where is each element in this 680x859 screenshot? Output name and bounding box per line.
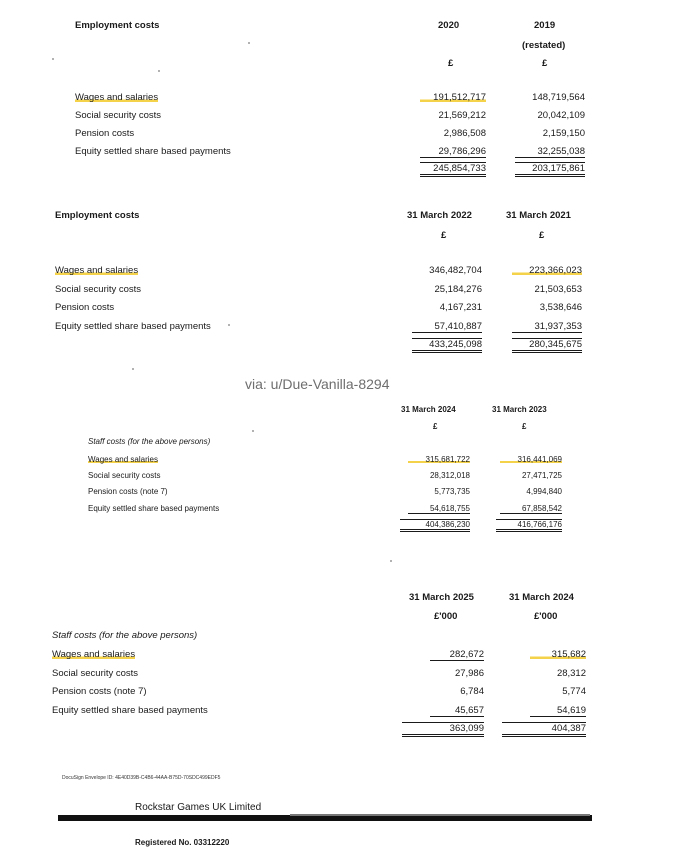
- column-header-march-2021: 31 March 2021: [506, 210, 571, 221]
- currency-unit: £: [539, 230, 545, 241]
- column-header-march-2024: 31 March 2024: [401, 405, 456, 414]
- cell-value: 5,773,735: [434, 487, 470, 496]
- cell-value: 27,471,725: [521, 471, 562, 480]
- total-value: 416,766,176: [496, 519, 562, 532]
- row-label-wages: Wages and salaries: [88, 455, 158, 464]
- total-value: 433,245,098: [412, 338, 482, 353]
- column-header-2020: 2020: [438, 20, 460, 31]
- scan-speck: [132, 368, 134, 370]
- total-value: 404,386,230: [400, 519, 470, 532]
- row-label-social-security: Social security costs: [88, 471, 161, 480]
- cell-value: 57,410,887: [412, 321, 482, 333]
- column-header-march-2022: 31 March 2022: [407, 210, 472, 221]
- row-label-wages: Wages and salaries: [75, 92, 159, 103]
- cell-value: 282,672: [430, 649, 484, 661]
- docusign-envelope-id: DocuSign Envelope ID: 4E40D39B-C4B6-44AA-B75D-70SDC499EDF5: [62, 775, 221, 781]
- cell-value: 21,569,212: [438, 110, 486, 121]
- row-label-pension: Pension costs: [75, 128, 135, 139]
- cell-value: 2,159,150: [542, 128, 585, 139]
- total-value: 404,387: [502, 722, 586, 737]
- row-label-social-security: Social security costs: [55, 284, 142, 295]
- row-label-pension: Pension costs (note 7): [52, 686, 147, 697]
- row-label-equity: Equity settled share based payments: [55, 321, 211, 332]
- cell-value: 315,682: [530, 649, 586, 660]
- scan-speck: [252, 430, 254, 432]
- cell-value: 4,994,840: [526, 487, 562, 496]
- row-label-pension: Pension costs (note 7): [88, 487, 168, 496]
- currency-unit: £: [441, 230, 447, 241]
- scan-speck: [228, 324, 230, 326]
- restated-note: (restated): [522, 40, 566, 51]
- row-label-pension: Pension costs: [55, 302, 115, 313]
- cell-value: 45,657: [430, 705, 484, 717]
- staff-costs-subtitle: Staff costs (for the above persons): [88, 437, 211, 446]
- footer-rule-faint: [290, 814, 590, 816]
- section-title: Employment costs: [75, 20, 160, 31]
- cell-value: 346,482,704: [429, 265, 482, 276]
- cell-value: 67,858,542: [500, 504, 562, 514]
- scan-speck: [248, 42, 250, 44]
- cell-value: 315,681,722: [408, 455, 470, 464]
- company-name: Rockstar Games UK Limited: [135, 802, 262, 813]
- cell-value: 4,167,231: [439, 302, 482, 313]
- row-label-equity: Equity settled share based payments: [52, 705, 208, 716]
- cell-value: 29,786,296: [420, 146, 486, 158]
- cell-value: 148,719,564: [532, 92, 585, 103]
- currency-unit: £: [448, 58, 454, 69]
- cell-value: 28,312: [556, 668, 586, 679]
- row-label-wages: Wages and salaries: [55, 265, 139, 276]
- row-label-social-security: Social security costs: [52, 668, 139, 679]
- column-header-2019: 2019: [534, 20, 556, 31]
- row-label-equity: Equity settled share based payments: [75, 146, 231, 157]
- column-header-march-2024: 31 March 2024: [509, 592, 574, 603]
- cell-value: 54,618,755: [408, 504, 470, 514]
- currency-unit: £: [433, 422, 438, 431]
- total-value: 203,175,861: [515, 162, 585, 177]
- cell-value: 28,312,018: [429, 471, 470, 480]
- column-header-march-2023: 31 March 2023: [492, 405, 547, 414]
- cell-value: 2,986,508: [443, 128, 486, 139]
- cell-value: 21,503,653: [534, 284, 582, 295]
- cell-value: 54,619: [530, 705, 586, 717]
- cell-value: 223,366,023: [512, 265, 582, 276]
- cell-value: 191,512,717: [420, 92, 486, 103]
- currency-unit: £'000: [434, 611, 458, 622]
- scan-speck: [390, 560, 392, 562]
- total-value: 280,345,675: [512, 338, 582, 353]
- scan-speck: [158, 70, 160, 72]
- cell-value: 3,538,646: [539, 302, 582, 313]
- currency-unit: £: [522, 422, 527, 431]
- scan-speck: [52, 58, 54, 60]
- cell-value: 20,042,109: [537, 110, 585, 121]
- row-label-social-security: Social security costs: [75, 110, 162, 121]
- row-label-wages: Wages and salaries: [52, 649, 136, 660]
- cell-value: 27,986: [454, 668, 484, 679]
- watermark-credit: via: u/Due-Vanilla-8294: [245, 376, 390, 392]
- cell-value: 6,784: [460, 686, 484, 697]
- cell-value: 316,441,069: [500, 455, 562, 464]
- currency-unit: £: [542, 58, 548, 69]
- cell-value: 25,184,276: [434, 284, 482, 295]
- cell-value: 5,774: [562, 686, 586, 697]
- cell-value: 32,255,038: [515, 146, 585, 158]
- currency-unit: £'000: [534, 611, 558, 622]
- registered-number: Registered No. 03312220: [135, 838, 230, 847]
- row-label-equity: Equity settled share based payments: [88, 504, 220, 513]
- staff-costs-subtitle: Staff costs (for the above persons): [52, 630, 198, 641]
- section-title: Employment costs: [55, 210, 140, 221]
- cell-value: 31,937,353: [512, 321, 582, 333]
- total-value: 245,854,733: [420, 162, 486, 177]
- column-header-march-2025: 31 March 2025: [409, 592, 474, 603]
- total-value: 363,099: [402, 722, 484, 737]
